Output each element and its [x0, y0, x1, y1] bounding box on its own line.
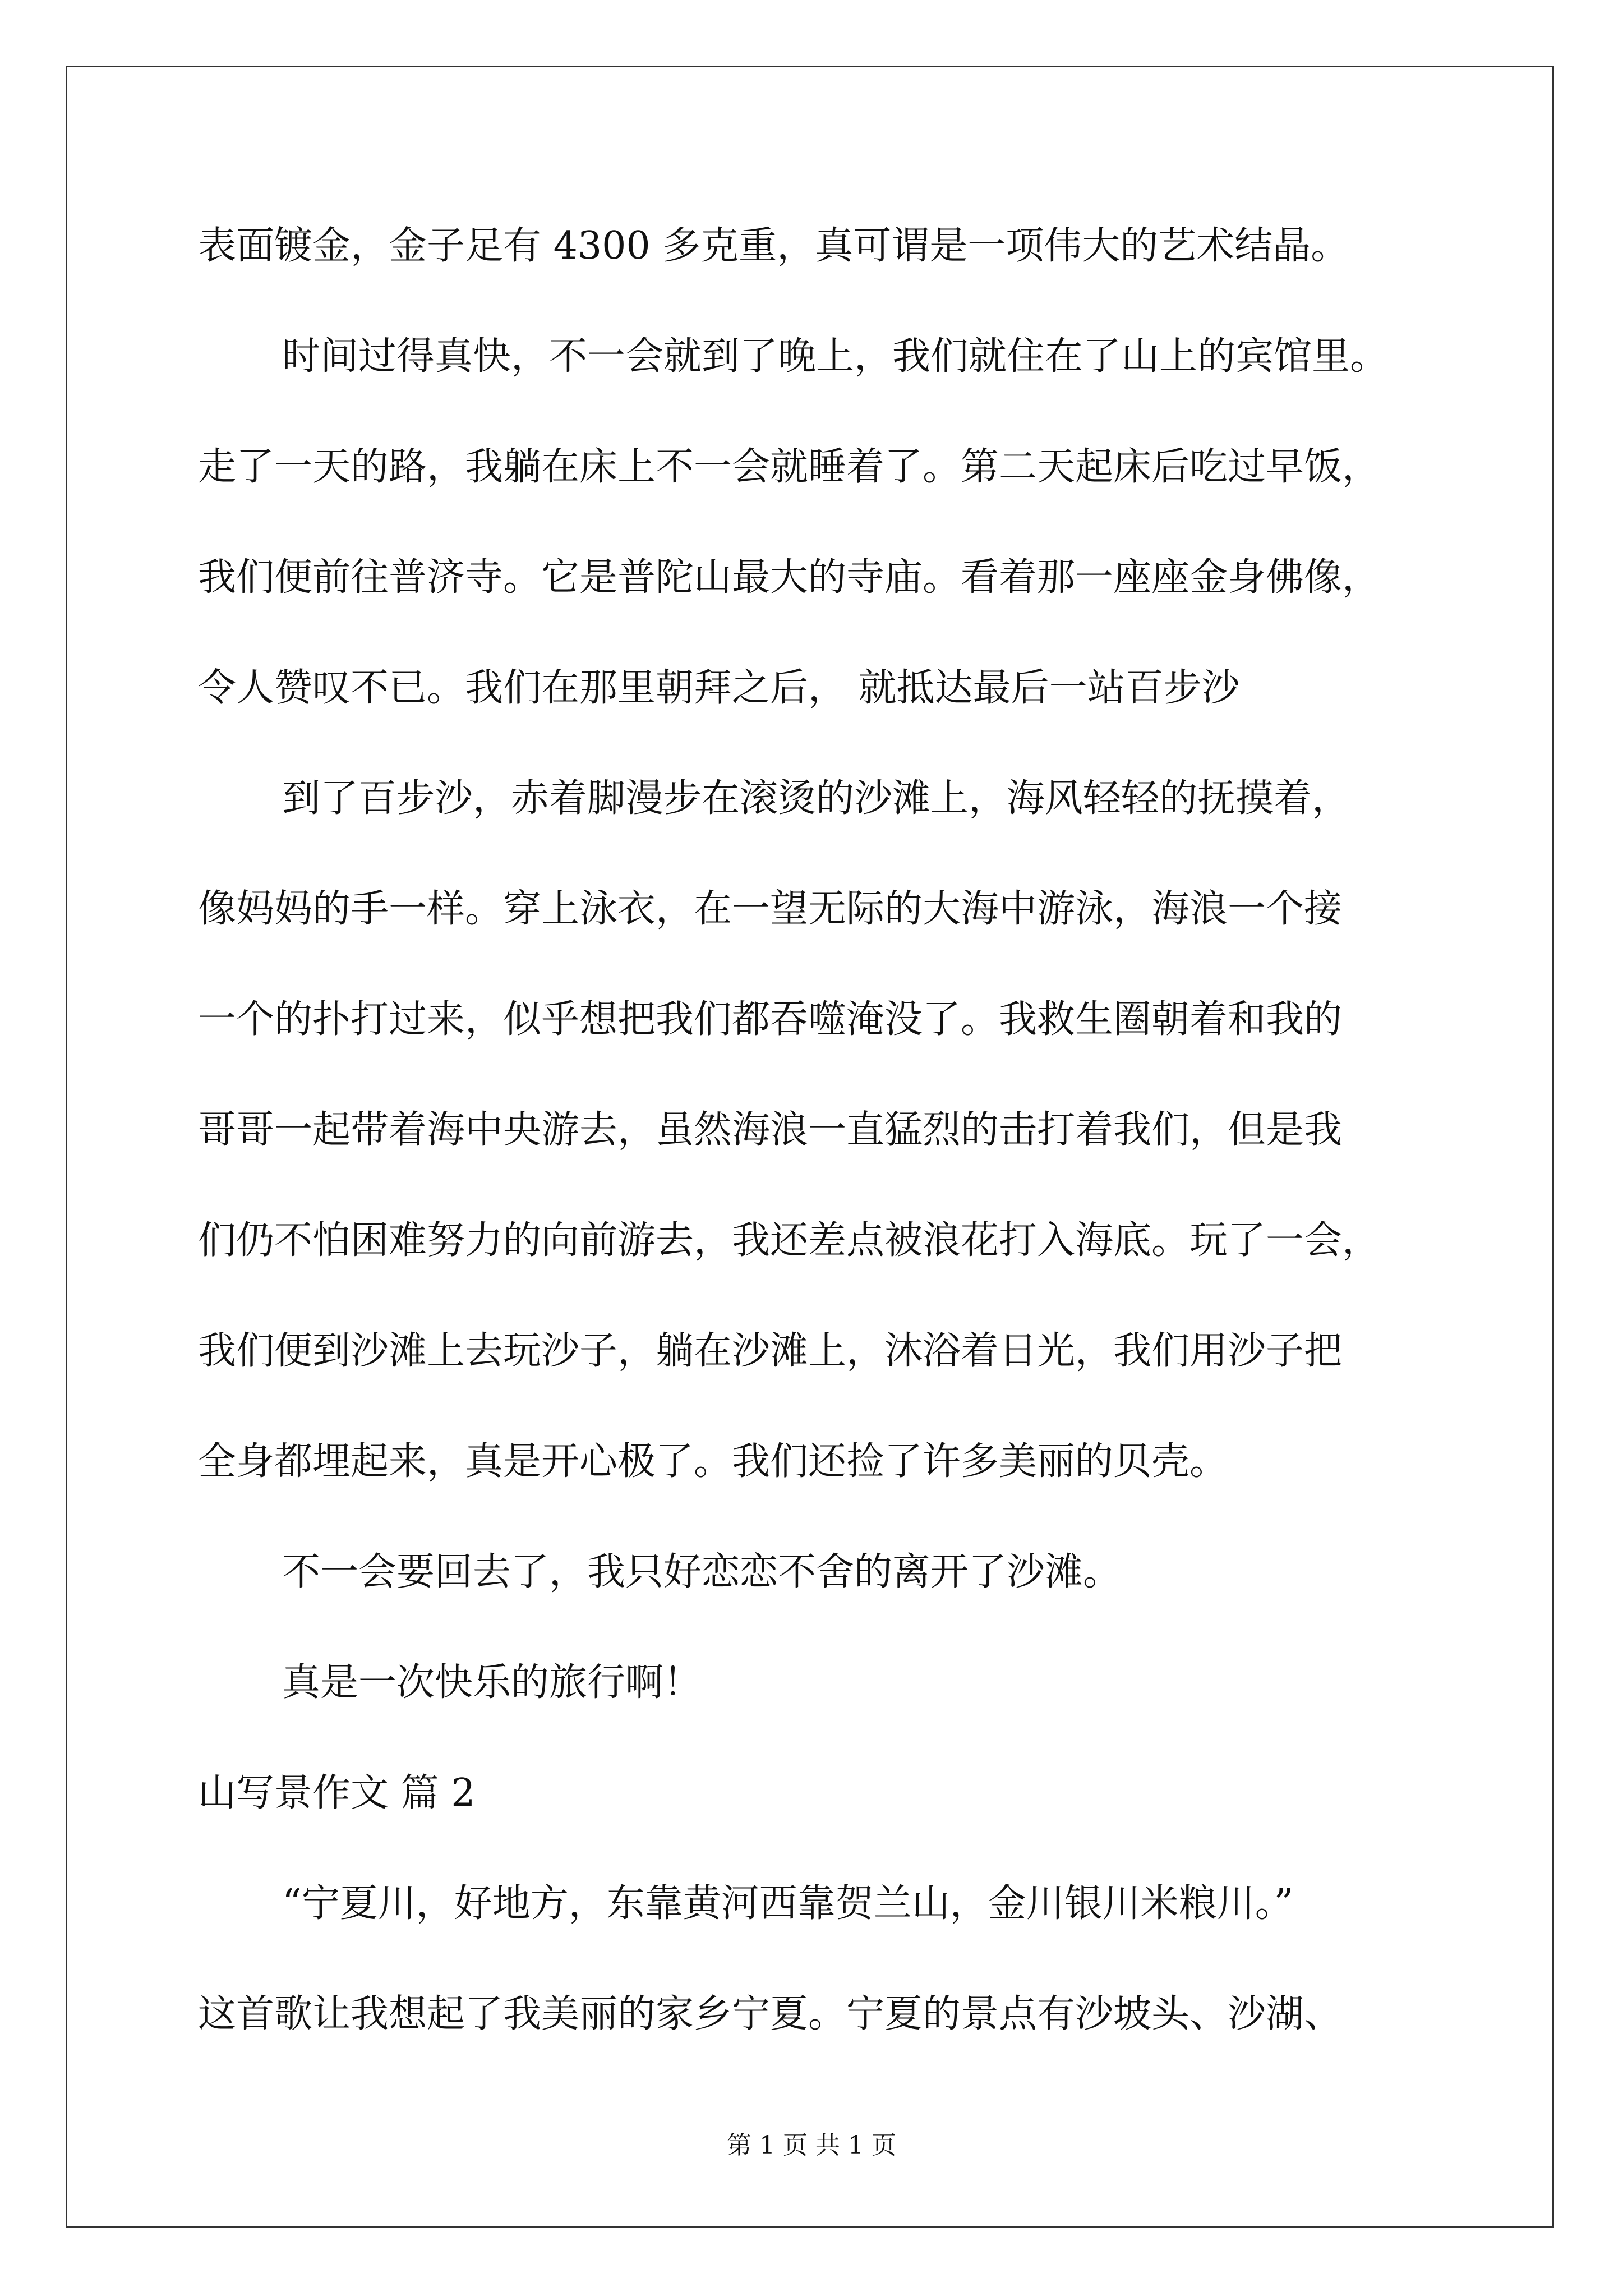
text-line: 表面镀金，金子足有 4300 多克重，真可谓是一项伟大的艺术结晶。 [198, 224, 1349, 268]
text-line: 走了一天的路，我躺在床上不一会就睡着了。第二天起床后吃过早饭， [198, 445, 1381, 489]
text-line: 这首歌让我想起了我美丽的家乡宁夏。宁夏的景点有沙坡头、沙湖、 [198, 1992, 1343, 2036]
text-line: 不一会要回去了，我只好恋恋不舍的离开了沙滩。 [282, 1550, 1122, 1594]
text-line: 哥哥一起带着海中央游去，虽然海浪一直猛烈的击打着我们，但是我 [198, 1108, 1343, 1152]
text-line: 全身都埋起来，真是开心极了。我们还捡了许多美丽的贝壳。 [198, 1439, 1228, 1484]
document-body [198, 191, 1454, 2069]
text-line: 时间过得真快，不一会就到了晚上，我们就住在了山上的宾馆里。 [282, 334, 1389, 379]
text-line: 我们便到沙滩上去玩沙子，躺在沙滩上，沐浴着日光，我们用沙子把 [198, 1329, 1343, 1373]
page-number-footer: 第 1 页 共 1 页 [727, 2131, 896, 2160]
text-line: 我们便前往普济寺。它是普陀山最大的寺庙。看着那一座座金身佛像， [198, 555, 1381, 600]
text-line: 们仍不怕困难努力的向前游去，我还差点被浪花打入海底。玩了一会， [198, 1218, 1381, 1263]
section-heading: 山写景作文 篇 2 [198, 1771, 476, 1815]
text-line: 一个的扑打过来，似乎想把我们都吞噬淹没了。我救生圈朝着和我的 [198, 997, 1343, 1042]
text-line: 像妈妈的手一样。穿上泳衣，在一望无际的大海中游泳，海浪一个接 [198, 887, 1343, 931]
text-line: 到了百步沙，赤着脚漫步在滚烫的沙滩上，海风轻轻的抚摸着， [282, 776, 1350, 821]
text-line: 令人赞叹不已。我们在那里朝拜之后， 就抵达最后一站百步沙 [198, 666, 1240, 710]
text-line: 真是一次快乐的旅行啊！ [282, 1660, 702, 1705]
text-line: “宁夏川，好地方，东靠黄河西靠贺兰山，金川银川米粮川。” [282, 1881, 1294, 1926]
